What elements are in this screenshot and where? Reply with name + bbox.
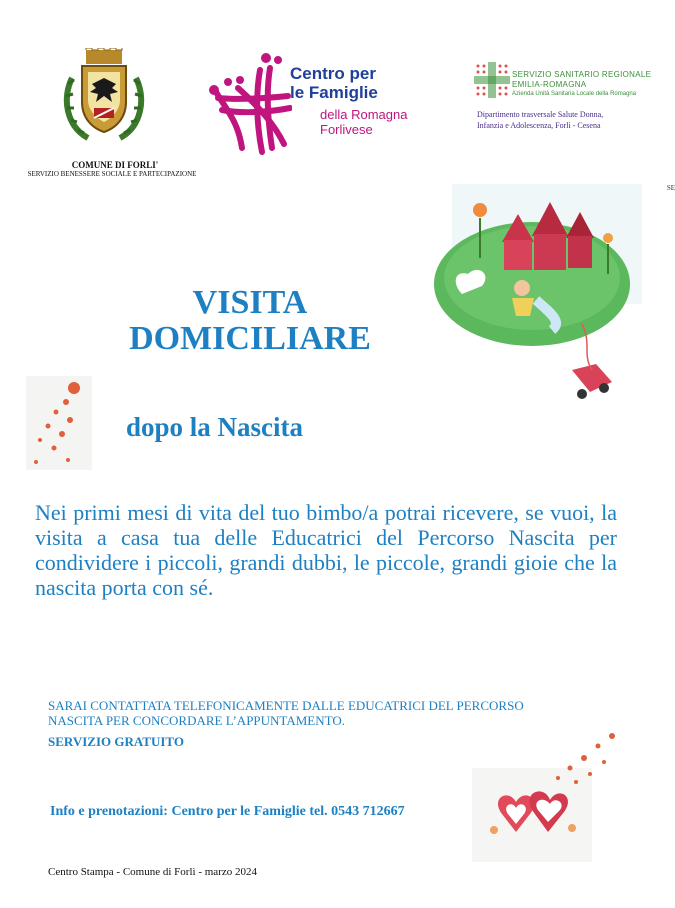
centro-famiglie-logo-icon — [208, 52, 292, 158]
footer-print-note: Centro Stampa - Comune di Forlì - marzo 2024 — [48, 866, 257, 878]
department-line1: Dipartimento trasversale Salute Donna, — [477, 110, 604, 119]
centro-logo-line2: le Famiglie — [290, 83, 378, 102]
page-subtitle: dopo la Nascita — [126, 412, 304, 442]
houses-illustration-icon — [432, 174, 642, 414]
title-line1: VISITA — [192, 284, 308, 321]
centro-logo-line1: Centro per — [290, 64, 376, 83]
decorative-dots-icon — [26, 376, 92, 470]
comune-name: COMUNE DI FORLI' — [71, 160, 159, 170]
info-booking: Info e prenotazioni: Centro per le Famiglie tel. 0543 712667 — [50, 804, 405, 819]
ssr-logo-icon — [474, 62, 510, 98]
ssr-line2: EMILIA-ROMAGNA — [512, 80, 587, 89]
centro-logo-line3: della Romagna — [320, 107, 408, 122]
comune-coat-of-arms-icon — [58, 48, 150, 143]
hearts-illustration-icon — [472, 728, 622, 862]
notice-line1: SARAI CONTATTATA TELEFONICAMENTE DALLE EDUCATRICI DEL PERCORSO — [48, 698, 524, 713]
department-line2: Infanzia e Adolescenza, Forlì - Cesena — [477, 121, 601, 130]
edge-text: SE — [666, 184, 675, 192]
comune-service: SERVIZIO BENESSERE SOCIALE E PARTECIPAZIONE — [27, 170, 197, 178]
ssr-line3: Azienda Unità Sanitaria Locale della Romagna — [512, 91, 637, 97]
body-paragraph: Nei primi mesi di vita del tuo bimbo/a potrai ricevere, se vuoi, la visita a casa tua delle Educatrici del Percorso Nascita per condividere i piccoli, grandi dubbi, le piccole, grandi gioie che la nascita porta con sé. — [35, 500, 617, 600]
title-line2: DOMICILIARE — [129, 320, 371, 357]
centro-logo-line4: Forlivese — [320, 122, 373, 137]
free-service-label: SERVIZIO GRATUITO — [48, 734, 184, 749]
ssr-line1: SERVIZIO SANITARIO REGIONALE — [512, 70, 652, 79]
notice-line2: NASCITA PER CONCORDARE L’APPUNTAMENTO. — [48, 713, 345, 728]
page-title — [60, 285, 440, 357]
